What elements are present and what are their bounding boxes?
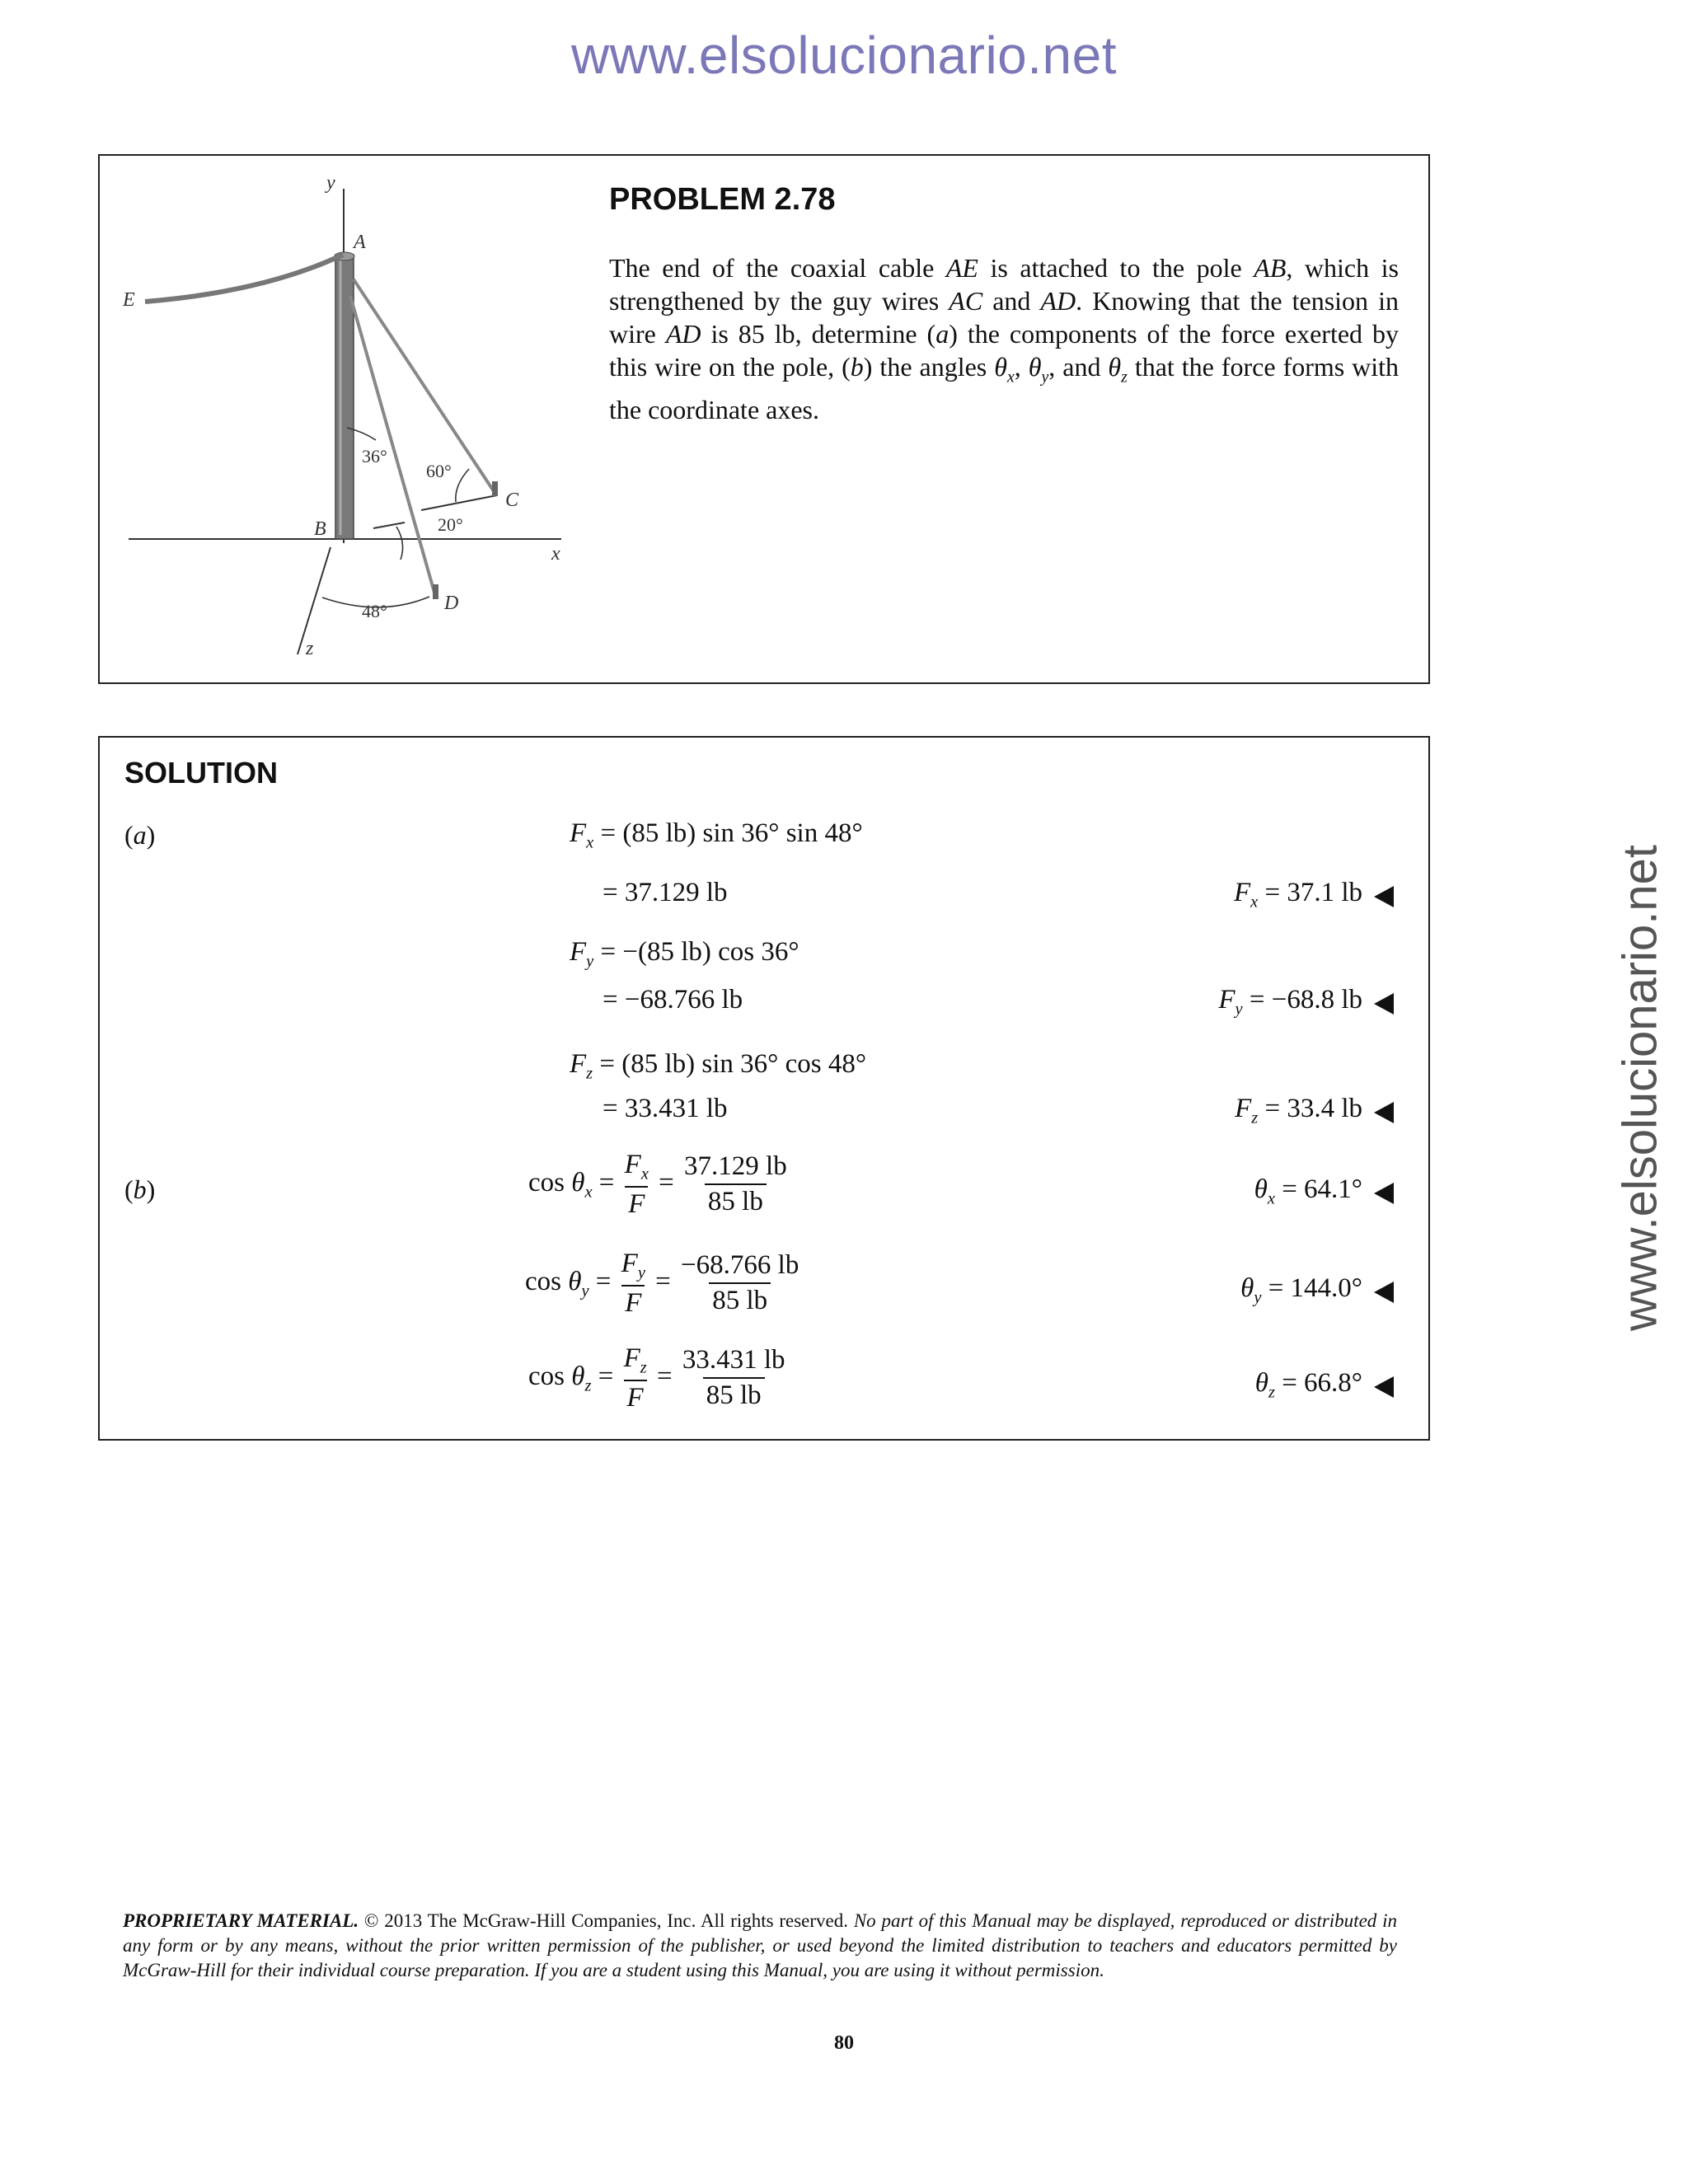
- problem-statement: The end of the coaxial cable AE is attached to the pole AB, which is strengthened by the guy wires AC and AD. Knowing that the tension in wire AD is 85 lb, determine (a) the components of the force exerted by this wire on the pole, (b) the angles $\theta_x$, $\theta_y$, and $\theta_z$ that the force forms with the coordinate axes.: [609, 253, 1400, 425]
- answer-marker-icon: [1374, 993, 1394, 1015]
- angle-60: 60°: [426, 461, 452, 481]
- cable-ae: [145, 255, 343, 302]
- problem-box: [98, 154, 1430, 684]
- watermark-top: www.elsolucionario.net: [571, 26, 1117, 85]
- theta-x-answer: $\theta_x = 64.1^\circ$: [1254, 1174, 1362, 1208]
- fy-equation: $F_y = -(85$ lb) cos 36°: [570, 937, 799, 971]
- angle-20: 20°: [438, 514, 463, 535]
- theta-y-answer: $\theta_y = 144.0^\circ$: [1240, 1273, 1362, 1307]
- z-axis: [298, 547, 331, 654]
- angle-48: 48°: [362, 601, 387, 621]
- answer-marker-icon: [1374, 886, 1394, 907]
- answer-marker-icon: [1374, 1102, 1394, 1123]
- label-e: E: [123, 289, 135, 311]
- fy-value: = −68.766 lb: [603, 985, 743, 1015]
- solution-box: [98, 736, 1430, 1441]
- fz-value: = 33.431 lb: [603, 1094, 728, 1123]
- angle-36: 36°: [362, 446, 387, 466]
- label-c: C: [505, 490, 519, 511]
- part-b-label: (b): [124, 1174, 156, 1204]
- page-number: 80: [834, 2032, 854, 2054]
- problem-figure: [100, 156, 603, 683]
- cos-theta-y-equation: $\cos \theta_y$ = $\frac{F_y}{F}$ = $\frac{-68.766 lb}{85 lb}$: [525, 1249, 799, 1318]
- answer-marker-icon: [1374, 1282, 1394, 1303]
- label-d: D: [444, 593, 459, 614]
- copyright-notice: PROPRIETARY MATERIAL. © 2013 The McGraw-Hill Companies, Inc. All rights reserved. No part of this Manual may be displayed, reproduced or distributed in any form or by any means, without the prior written permission of the publisher, or used beyond the limited distribution to teachers and educators permitted by McGraw-Hill for their individual course preparation. If you are a student using this Manual, you are using it without permission.: [123, 1910, 1397, 1980]
- fy-answer: $F_y = -68.8$ lb: [1218, 985, 1362, 1019]
- label-b: B: [314, 518, 326, 540]
- problem-title: PROBLEM 2.78: [609, 182, 836, 217]
- fz-answer: $F_z = 33.4$ lb: [1235, 1094, 1362, 1127]
- fx-value: = 37.129 lb: [603, 878, 728, 907]
- answer-marker-icon: [1374, 1376, 1394, 1398]
- cos-theta-x-equation: $\cos \theta_x$ = $\frac{F_x}{F}$ = $\frac{37.129 lb}{85 lb}$: [528, 1150, 787, 1219]
- fz-equation: $F_z = (85$ lb) sin 36° cos 48°: [570, 1049, 867, 1083]
- fx-answer: $F_x = 37.1$ lb: [1233, 878, 1362, 912]
- label-x: x: [551, 543, 560, 565]
- label-y: y: [326, 172, 335, 194]
- theta-z-answer: $\theta_z = 66.8^\circ$: [1254, 1368, 1362, 1402]
- solution-title: SOLUTION: [124, 756, 278, 790]
- cos-theta-z-equation: $\cos \theta_z$ = $\frac{F_z}{F}$ = $\frac{33.431 lb}{85 lb}$: [528, 1343, 785, 1413]
- label-a: A: [354, 232, 366, 253]
- answer-marker-icon: [1374, 1183, 1394, 1204]
- fx-equation: $F_x = (85$ lb) sin 36° sin 48°: [570, 818, 863, 852]
- part-a-label: (a): [124, 820, 156, 850]
- watermark-side: www.elsolucionario.net: [1613, 845, 1667, 1331]
- label-z: z: [306, 638, 314, 659]
